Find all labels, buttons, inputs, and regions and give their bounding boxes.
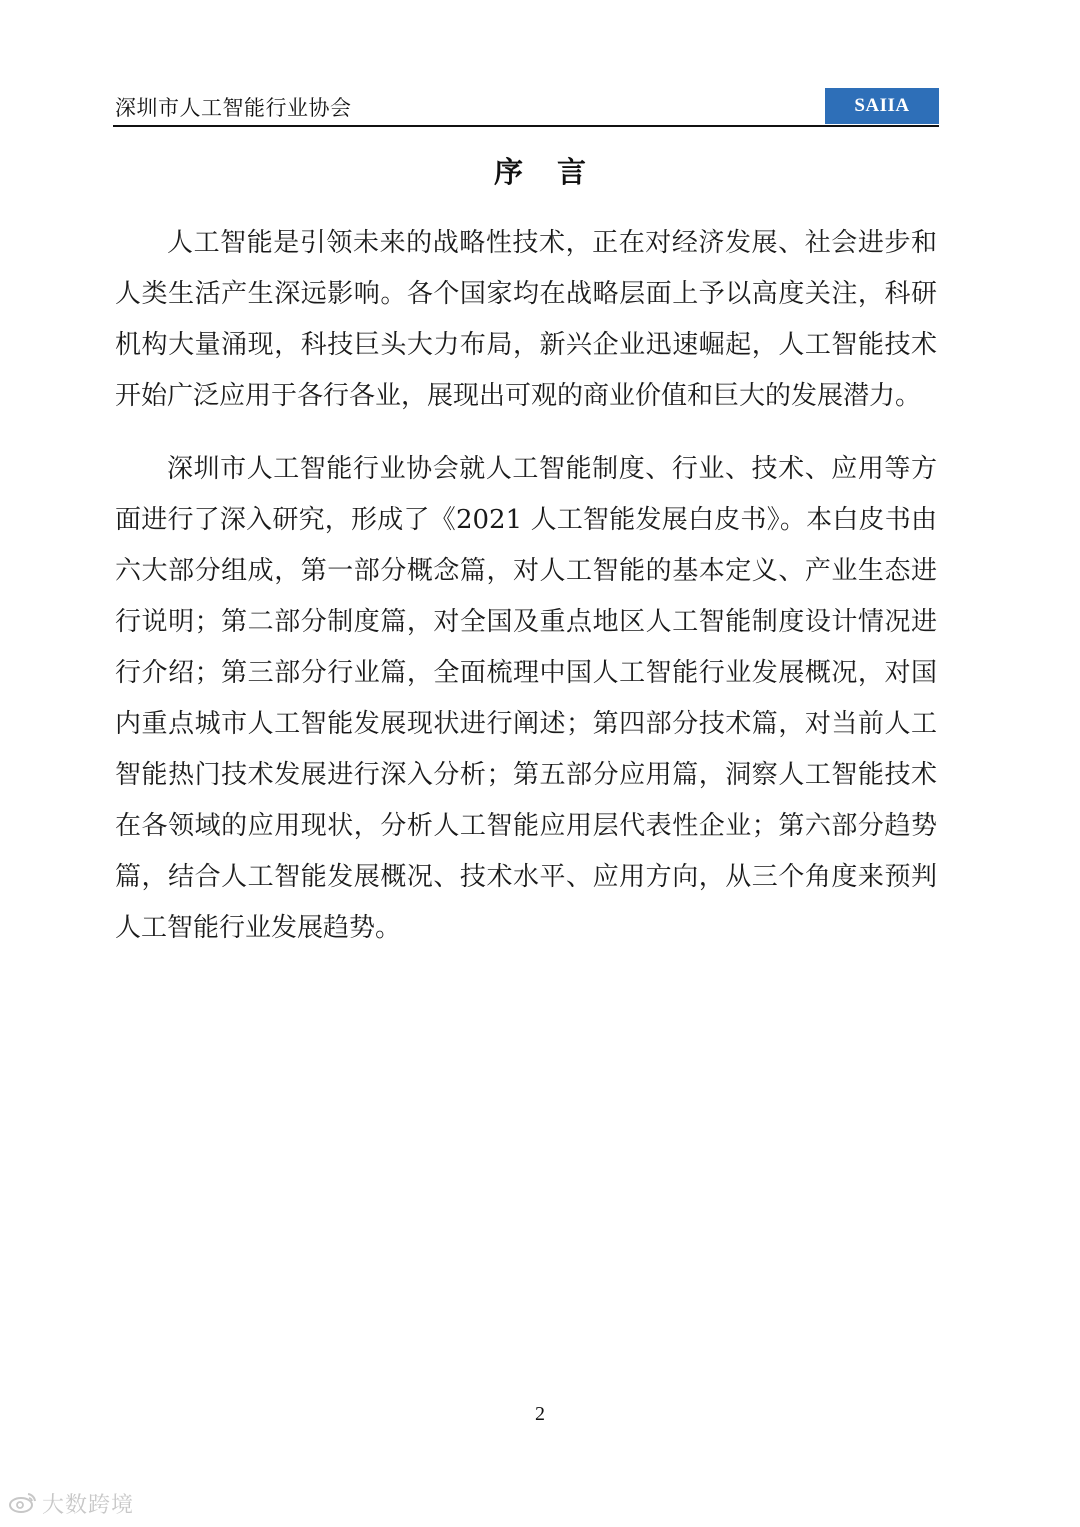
page-title: 序言 bbox=[493, 155, 620, 189]
preface-body bbox=[115, 218, 937, 954]
page-header bbox=[113, 88, 939, 126]
page-number: 2 bbox=[535, 1403, 545, 1425]
weibo-logo-icon bbox=[8, 1490, 38, 1518]
saiia-badge: SAIIA bbox=[825, 88, 939, 124]
paragraph-2: 深圳市人工智能行业协会就人工智能制度、行业、技术、应用等方面进行了深入研究，形成了《2021 人工智能发展白皮书》。本白皮书由六大部分组成，第一部分概念篇，对人工智能的基本定义、产业生态进行说明；第二部分制度篇，对全国及重点地区人工智能制度设计情况进行介绍；第三部分行业篇，全面梳理中国人工智能行业发展概况，对国内重点城市人工智能发展现状进行阐述；第四部分技术篇，对当前人工智能热门技术发展进行深入分析；第五部分应用篇，洞察人工智能技术在各领域的应用现状，分析人工智能应用层代表性企业；第六部分趋势篇，结合人工智能发展概况、技术水平、应用方向，从三个角度来预判人工智能行业发展趋势。 bbox=[115, 454, 937, 943]
header-divider bbox=[113, 125, 939, 127]
paragraph-1: 人工智能是引领未来的战略性技术，正在对经济发展、社会进步和人类生活产生深远影响。各个国家均在战略层面上予以高度关注，科研机构大量涌现，科技巨头大力布局，新兴企业迅速崛起，人工智能技术开始广泛应用于各行各业，展现出可观的商业价值和巨大的发展潜力。 bbox=[115, 228, 937, 411]
watermark bbox=[8, 1488, 134, 1519]
organization-name: 深圳市人工智能行业协会 bbox=[115, 96, 352, 120]
watermark-text: 大数跨境 bbox=[42, 1493, 135, 1518]
